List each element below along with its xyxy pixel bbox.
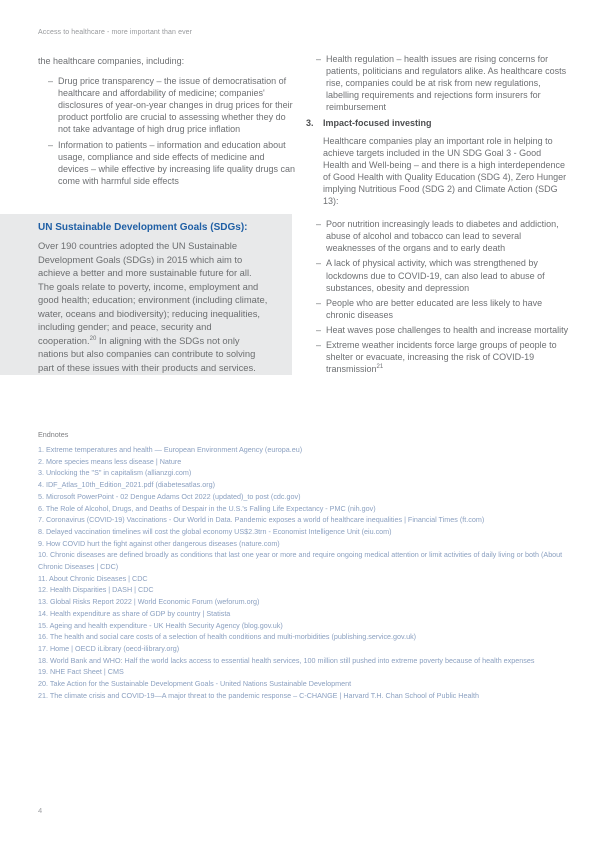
- bullet-dash: –: [48, 76, 54, 87]
- bullet-text: A lack of physical activity, which was strengthened by lockdowns due to COVID-19, can also lead to abuse of substances, obesity and depression: [326, 258, 545, 293]
- endnotes-section: [38, 430, 568, 701]
- endnote-item[interactable]: 14. Health expenditure as share of GDP by country | Statista: [38, 608, 231, 618]
- bullet-text: Health regulation – health issues are rising concerns for patients, politicians and regulators alike. As healthcare costs rise, companies could be at risk from new regulations, labelling requirements and rejections form insurers for reimbursement: [326, 54, 567, 113]
- endnote-item[interactable]: 16. The health and social care costs of a selection of health conditions and multi-morbidities (publishing.service.gov.uk): [38, 632, 417, 642]
- sdg-box-body-text: Over 190 countries adopted the UN Sustainable Development Goals (SDGs) in 2015 which aim to achieve a better and more sustainable future for all. The goals relate to poverty, income, employment and good health; education; environment (including climate, water, oceans and biodiversity); reducing inequalities, including gender; and peace, security and cooperation.: [38, 240, 268, 346]
- section-heading: [306, 117, 569, 129]
- endnote-item[interactable]: 9. How COVID hurt the fight against other dangerous diseases (nature.com): [38, 538, 280, 548]
- endnote-item[interactable]: 8. Delayed vaccination timelines will cost the global economy US$2.3trn - Economist Intelligence Unit (eiu.com): [38, 526, 392, 536]
- bullet-text: Heat waves pose challenges to health and increase mortality: [326, 324, 569, 335]
- sdg-box-body-text-after: In aligning with the SDGs not only nations but also companies can contribute to solving part of these issues with their products and services.: [38, 334, 256, 373]
- bullet-text: People who are better educated are less likely to have chronic diseases: [326, 297, 543, 320]
- bullet-dash: –: [316, 324, 322, 335]
- bullet-dash: –: [316, 54, 322, 64]
- running-header: Access to healthcare - more important than ever: [38, 29, 193, 36]
- bullet-item: [306, 324, 569, 336]
- bullet-item: [306, 297, 569, 321]
- section-paragraph: Healthcare companies play an important role in helping to achieve targets included in the UN SDG Goal 3 - Good Health and Well-being – and there is a high interdependence of Good Health with Quality Education (SDG 4), Zero Hunger implying Nutritious Food (SDG 2) and Climate Action (SDG 13):: [323, 135, 567, 207]
- endnote-item[interactable]: 1. Extreme temperatures and health — European Environment Agency (europa.eu): [38, 445, 303, 454]
- endnote-item[interactable]: 2. More species means less disease | Nature: [38, 456, 182, 466]
- endnote-item[interactable]: 13. Global Risks Report 2022 | World Economic Forum (weforum.org): [38, 597, 260, 607]
- endnote-list: [38, 444, 568, 701]
- endnote-item[interactable]: 10. Chronic diseases are defined broadly as conditions that last one year or more and require ongoing medical attention or limit activities of daily living or both (About Chronic Diseases | CDC): [38, 550, 563, 572]
- section-title: Impact-focused investing: [323, 118, 432, 129]
- footnote-ref-20: 20: [89, 335, 97, 342]
- footnote-ref-21: 21: [376, 364, 384, 371]
- bullet-dash: –: [316, 219, 322, 230]
- page-number: 4: [38, 806, 43, 815]
- bullet-dash: –: [316, 258, 322, 269]
- endnote-item[interactable]: 5. Microsoft PowerPoint - 02 Dengue Adams Oct 2022 (updated)_to post (cdc.gov): [38, 491, 301, 501]
- endnote-item[interactable]: 21. The climate crisis and COVID-19—A major threat to the pandemic response – C-CHANGE | Harvard T.H. Chan School of Public Health: [38, 690, 480, 700]
- endnote-item[interactable]: 15. Ageing and health expenditure - UK Health Security Agency (blog.gov.uk): [38, 620, 283, 630]
- section-number: 3.: [306, 118, 314, 129]
- bullet-item: [306, 53, 569, 113]
- sdg-info-box: [0, 214, 292, 375]
- endnote-item[interactable]: 11. About Chronic Diseases | CDC: [38, 573, 148, 583]
- endnote-item[interactable]: 3. Unlocking the "S" in capitalism (allianzgi.com): [38, 468, 192, 478]
- bullet-item: [38, 75, 296, 135]
- bullet-dash: –: [48, 139, 54, 150]
- endnote-item[interactable]: 18. World Bank and WHO: Half the world lacks access to essential health services, 100 million still pushed into extreme poverty because of health expenses: [38, 655, 535, 665]
- endnote-item[interactable]: 4. IDF_Atlas_10th_Edition_2021.pdf (diabetesatlas.org): [38, 480, 216, 490]
- bullet-text: Poor nutrition increasingly leads to diabetes and addiction, abuse of alcohol and tobacco can lead to several weaknesses of the organs and to early death: [326, 219, 559, 254]
- endnote-item[interactable]: 12. Health Disparities | DASH | CDC: [38, 585, 154, 595]
- intro-paragraph: the healthcare companies, including:: [38, 56, 185, 66]
- endnote-item[interactable]: 6. The Role of Alcohol, Drugs, and Deaths of Despair in the U.S.'s Falling Life Expectancy - PMC (nih.gov): [38, 503, 376, 513]
- bullet-text: Drug price transparency – the issue of democratisation of healthcare and affordability of medicine; companies' disclosures of year-on-year changes in drug prices for their product portfolio are crucial to assessing whether they do not take advantage of high drug price inflation: [58, 76, 293, 135]
- bullet-item: [306, 257, 569, 293]
- right-column: [306, 53, 569, 378]
- bullet-text: Information to patients – information and education about usage, compliance and side effects of medicine and devices – while effective by increasing life quality drugs can come with harmful side effects: [58, 139, 295, 186]
- left-column: [38, 53, 296, 190]
- bullet-item: [306, 218, 569, 254]
- sdg-box-title: UN Sustainable Development Goals (SDGs):: [38, 222, 248, 233]
- bullet-dash: –: [316, 339, 322, 350]
- endnote-item[interactable]: 20. Take Action for the Sustainable Development Goals - United Nations Sustainable Development: [38, 679, 352, 689]
- bullet-dash: –: [316, 297, 322, 308]
- bullet-item: [38, 139, 296, 187]
- bullet-item: [306, 339, 569, 375]
- endnote-item[interactable]: 17. Home | OECD iLibrary (oecd-ilibrary.org): [38, 643, 180, 653]
- endnote-item[interactable]: 7. Coronavirus (COVID-19) Vaccinations - Our World in Data. Pandemic exposes a world of healthcare inequalities | Financial Times (ft.com): [38, 515, 485, 525]
- endnotes-title: Endnotes: [38, 430, 69, 439]
- sdg-box-body: [38, 239, 270, 374]
- endnote-item[interactable]: 19. NHE Fact Sheet | CMS: [38, 667, 124, 677]
- bullet-text: Extreme weather incidents force large groups of people to shelter or evacuate, increasing the risk of COVID-19 transmission$^{21}$: [326, 339, 557, 375]
